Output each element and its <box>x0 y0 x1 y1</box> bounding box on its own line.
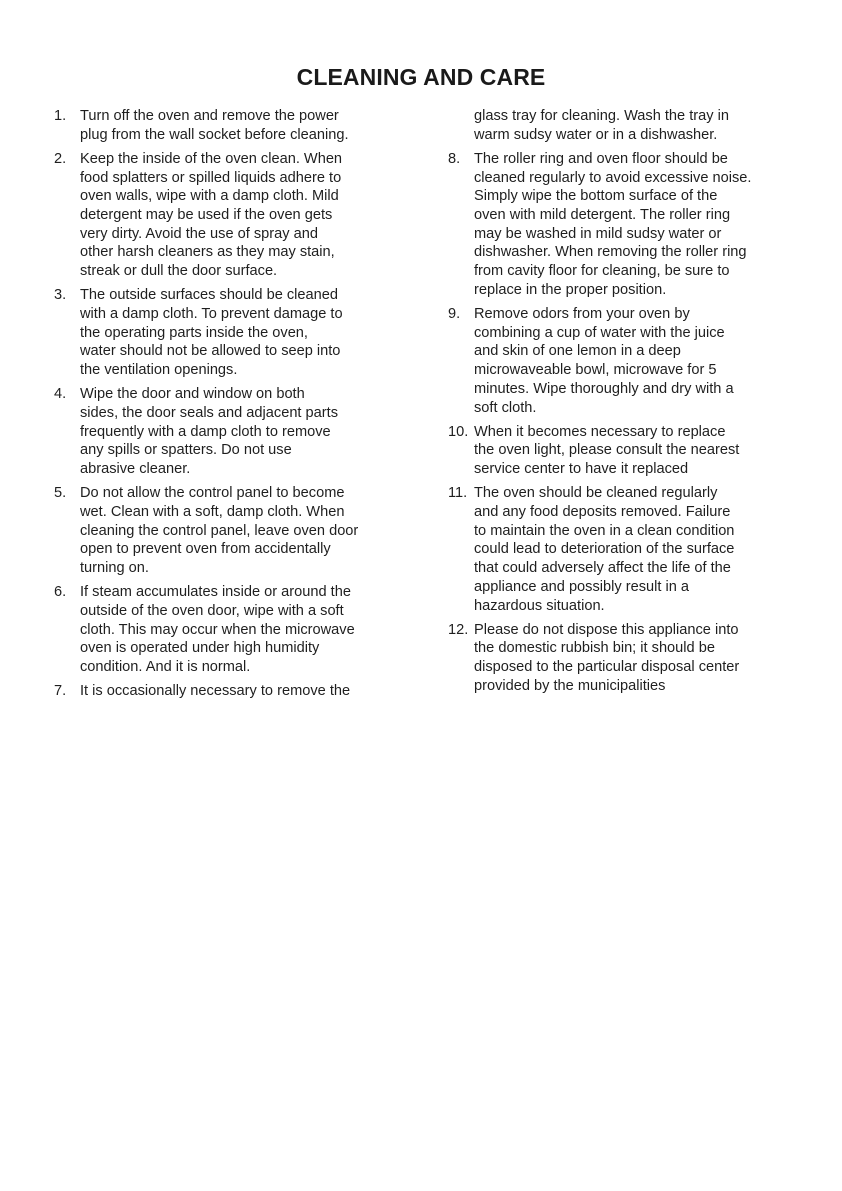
text-line: Keep the inside of the oven clean. When <box>80 150 343 167</box>
list-item-number: 3. <box>54 287 67 304</box>
text-line: The roller ring and oven floor should be <box>474 150 728 167</box>
list-item <box>54 150 399 281</box>
list-item <box>54 682 399 701</box>
text-line: It is occasionally necessary to remove the <box>80 683 351 700</box>
text-line: wet. Clean with a soft, damp cloth. When <box>80 504 345 521</box>
list-item <box>54 385 399 479</box>
list-item <box>448 621 788 696</box>
list-item-text <box>474 484 788 615</box>
text-line: cleaning the control panel, leave oven door <box>80 522 359 539</box>
text-line: microwaveable bowl, microwave for 5 <box>474 362 717 379</box>
text-line: The outside surfaces should be cleaned <box>80 287 338 304</box>
text-line: any spills or spatters. Do not use <box>80 442 292 459</box>
list-item-number: 4. <box>54 386 67 403</box>
text-line: with a damp cloth. To prevent damage to <box>80 306 343 323</box>
page-title: CLEANING AND CARE <box>296 64 546 91</box>
text-line: open to prevent oven from accidentally <box>80 541 331 558</box>
text-line: oven walls, wipe with a damp cloth. Mild <box>80 188 339 205</box>
text-line: condition. And it is normal. <box>80 659 251 676</box>
text-line: plug from the wall socket before cleaning. <box>80 126 349 143</box>
list-item <box>54 583 399 677</box>
text-line: appliance and possibly result in a <box>474 578 689 595</box>
text-line: turning on. <box>80 560 149 577</box>
text-line: glass tray for cleaning. Wash the tray in <box>474 108 729 124</box>
text-line: cloth. This may occur when the microwave <box>80 621 355 638</box>
list-item <box>54 484 399 578</box>
text-line: provided by the municipalities <box>474 677 666 694</box>
list-item-number: 2. <box>54 150 67 167</box>
left-column <box>54 107 399 707</box>
list-item-number: 12. <box>448 621 469 638</box>
text-line: combining a cup of water with the juice <box>474 324 725 341</box>
list-item-text <box>474 423 788 479</box>
list-item-number: 11. <box>448 485 468 502</box>
text-line: may be washed in mild sudsy water or <box>474 225 722 242</box>
text-line: Do not allow the control panel to become <box>80 485 345 502</box>
list-item-number: 10. <box>448 423 469 440</box>
text-line: from cavity floor for cleaning, be sure to <box>474 263 730 280</box>
text-line: outside of the oven door, wipe with a soft <box>80 603 344 620</box>
text-line: could lead to deterioration of the surface <box>474 541 735 558</box>
text-line: and skin of one lemon in a deep <box>474 343 681 360</box>
text-line: to maintain the oven in a clean condition <box>474 522 735 539</box>
list-item-text <box>80 682 399 701</box>
text-line: abrasive cleaner. <box>80 461 191 478</box>
list-item-text <box>80 583 399 677</box>
text-line: and any food deposits removed. Failure <box>474 504 731 521</box>
text-line: cleaned regularly to avoid excessive noise. <box>474 169 752 186</box>
list-item-text <box>474 621 788 696</box>
list-item-text <box>474 150 788 300</box>
list-item-text <box>80 286 399 380</box>
text-line: disposed to the particular disposal center <box>474 659 740 676</box>
text-line: Wipe the door and window on both <box>80 386 305 403</box>
text-line: Remove odors from your oven by <box>474 306 690 323</box>
list-item-number: 5. <box>54 485 67 502</box>
text-line: replace in the proper position. <box>474 281 667 298</box>
text-line: the operating parts inside the oven, <box>80 324 308 341</box>
text-line: Simply wipe the bottom surface of the <box>474 188 718 205</box>
list-item-number: 7. <box>54 683 67 700</box>
list-item <box>54 107 399 144</box>
text-line: service center to have it replaced <box>474 461 689 478</box>
list-item-text <box>474 305 788 417</box>
right-column <box>448 107 788 701</box>
text-line: warm sudsy water or in a dishwasher. <box>474 126 718 143</box>
list-item-text <box>448 107 788 144</box>
text-line: very dirty. Avoid the use of spray and <box>80 225 318 242</box>
list-item-text <box>80 107 399 144</box>
text-line: the domestic rubbish bin; it should be <box>474 640 715 657</box>
text-line: The oven should be cleaned regularly <box>474 485 718 502</box>
list-item <box>448 150 788 300</box>
list-item-number: 6. <box>54 584 67 601</box>
text-line: streak or dull the door surface. <box>80 263 278 280</box>
text-line: sides, the door seals and adjacent parts <box>80 405 338 422</box>
list-item-text <box>80 484 399 578</box>
text-line: detergent may be used if the oven gets <box>80 207 333 224</box>
text-line: other harsh cleaners as they may stain, <box>80 244 335 261</box>
list-item-number: 8. <box>448 150 461 167</box>
list-item <box>448 484 788 615</box>
text-line: Turn off the oven and remove the power <box>80 108 339 124</box>
list-item <box>54 286 399 380</box>
list-item-continuation <box>448 107 788 144</box>
text-line: When it becomes necessary to replace <box>474 423 726 440</box>
text-line: oven is operated under high humidity <box>80 640 320 657</box>
text-line: hazardous situation. <box>474 597 605 614</box>
list-item-text <box>80 150 399 281</box>
text-line: the oven light, please consult the nearest <box>474 442 740 459</box>
text-line: the ventilation openings. <box>80 362 238 379</box>
text-line: If steam accumulates inside or around the <box>80 584 351 601</box>
text-line: water should not be allowed to seep into <box>80 343 341 360</box>
text-line: food splatters or spilled liquids adhere to <box>80 169 342 186</box>
text-line: oven with mild detergent. The roller ring <box>474 207 731 224</box>
text-line: Please do not dispose this appliance into <box>474 621 739 638</box>
list-item-text <box>80 385 399 479</box>
list-item-number: 9. <box>448 306 461 323</box>
list-item <box>448 305 788 417</box>
text-line: soft cloth. <box>474 399 537 416</box>
list-item <box>448 423 788 479</box>
list-item-number: 1. <box>54 108 67 124</box>
text-line: frequently with a damp cloth to remove <box>80 423 331 440</box>
text-line: minutes. Wipe thoroughly and dry with a <box>474 380 734 397</box>
text-line: that could adversely affect the life of the <box>474 560 731 577</box>
text-line: dishwasher. When removing the roller ring <box>474 244 747 261</box>
